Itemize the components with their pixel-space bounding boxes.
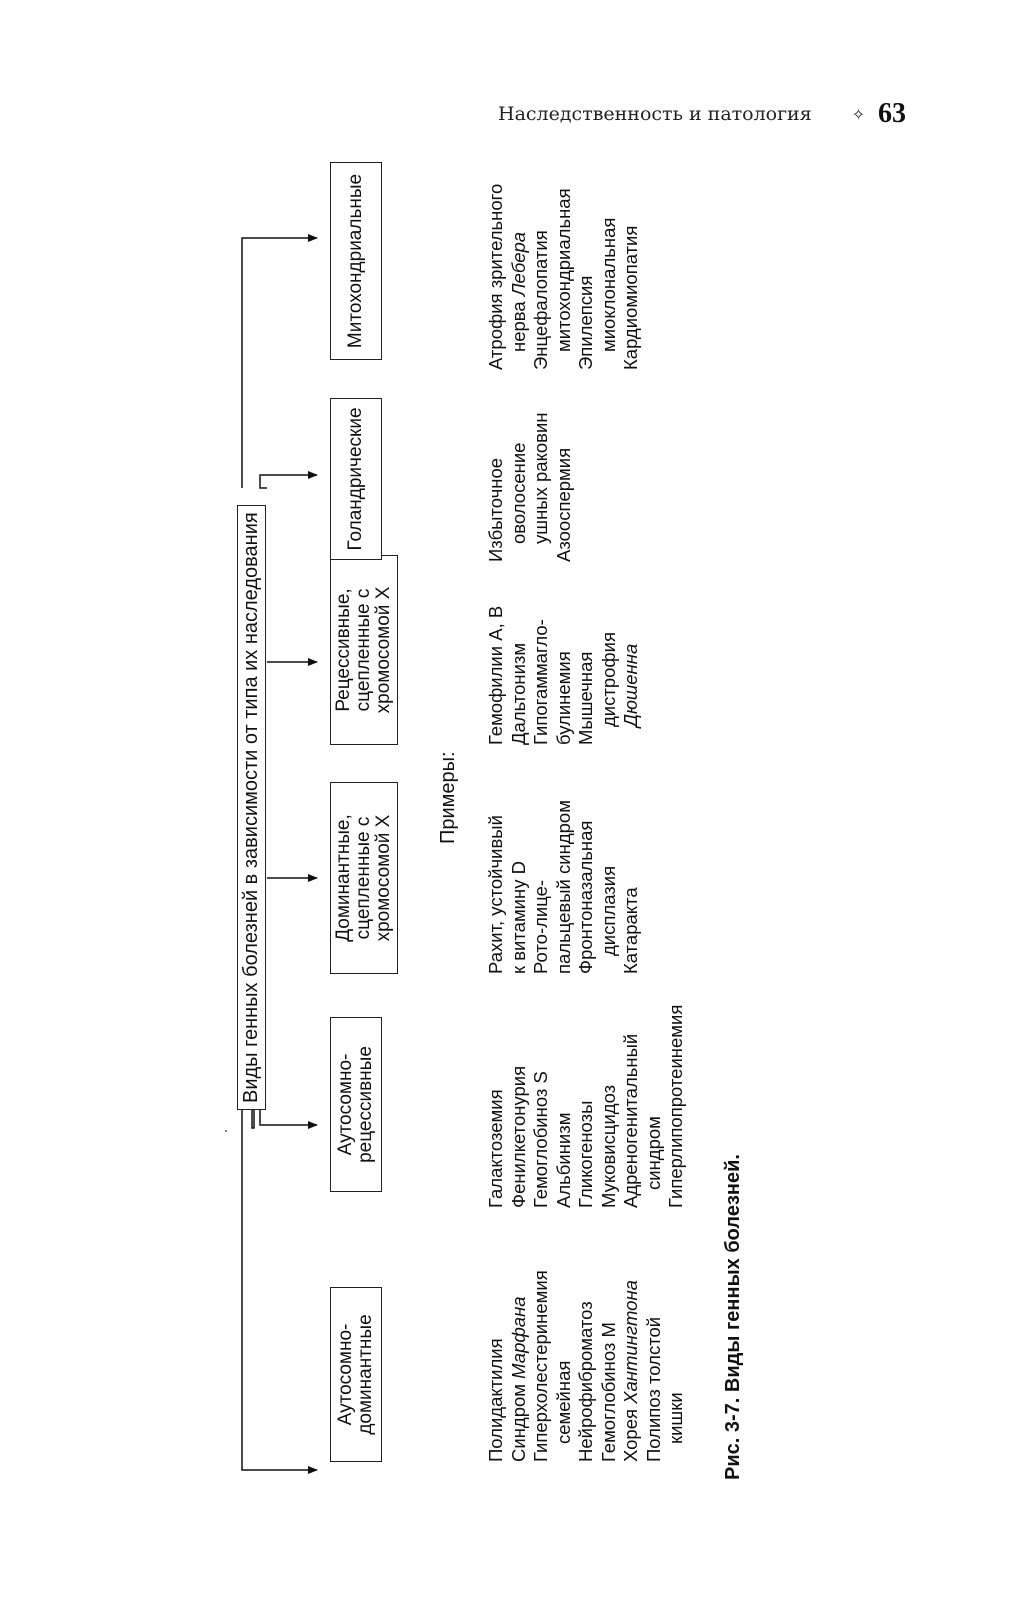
example-item: к витамину D [507, 861, 529, 974]
arrow-autosomal-dominant [242, 1110, 317, 1470]
example-item: Атрофия зрительного [485, 183, 506, 370]
examples-autosomal-dominant [485, 1270, 688, 1462]
example-item: Гликогенозы [575, 1100, 596, 1208]
examples-x-linked-recessive [485, 606, 643, 745]
example-item: Хорея Хантингтона [620, 1280, 641, 1462]
type-label: Аутосомно- доминантные [335, 1314, 376, 1435]
running-title: Наследственность и патология [498, 103, 812, 125]
example-item: Избыточное [485, 457, 506, 562]
example-item: Рахит, устойчивый [485, 815, 506, 974]
example-item: Гемоглобиноз S [530, 1071, 551, 1208]
diagram-title: Виды генных болезней в зависимости от типа их наследования [237, 505, 266, 1110]
print-speck [225, 1130, 227, 1132]
example-item: Муковисцидоз [597, 1084, 619, 1208]
arrow-mitochondrial [242, 238, 317, 488]
example-item: Синдром Марфана [507, 1296, 529, 1462]
example-item: Фенилкетонурия [507, 1065, 529, 1208]
example-item: дисплазия [597, 865, 619, 956]
type-label: Доминантные, сцепленные с хромосомой Х [333, 814, 394, 942]
example-item: Гемофилии А, В [485, 605, 506, 745]
examples-autosomal-recessive [485, 1005, 688, 1208]
example-item: Альбинизм [552, 1112, 574, 1208]
type-mitochondrial [330, 162, 382, 360]
example-item: Дальтонизм [507, 642, 529, 745]
separator-icon: ✧ [851, 105, 866, 124]
example-item: Эпилепсия [575, 275, 596, 370]
type-autosomal-recessive [330, 1017, 382, 1192]
example-item: Кардиомиопатия [620, 225, 641, 370]
page-number: 63 [878, 98, 906, 129]
examples-holandric [485, 412, 575, 562]
example-item: Дюшенна [620, 643, 641, 727]
examples-x-linked-dominant [485, 800, 643, 974]
example-item: булинемия [552, 651, 574, 745]
type-autosomal-dominant [330, 1287, 382, 1462]
example-item: синдром [642, 1116, 664, 1190]
example-item: Нейрофиброматоз [575, 1301, 596, 1462]
example-item: ушных раковин [530, 412, 551, 544]
gene-diseases-figure [232, 150, 822, 1480]
example-item: дистрофия [597, 631, 619, 727]
example-item: Энцефалопатия [530, 230, 551, 370]
example-item: кишки [665, 1392, 686, 1444]
example-item: Фронтоназальная [575, 820, 596, 974]
example-item: оволосение [507, 442, 529, 544]
arrow-autosomal-recessive [260, 1110, 317, 1125]
type-x-linked-dominant [330, 782, 398, 974]
type-label: Митохондриальные [345, 173, 366, 349]
type-label: Рецессивные, сцепленные с хромосомой Х [333, 586, 394, 714]
example-item: миоклональная [597, 217, 619, 352]
example-item: Гиперхолестеринемия [530, 1270, 551, 1462]
type-holandric [330, 398, 382, 560]
example-item: Азооспермия [552, 447, 574, 562]
type-label: Голандрические [345, 407, 366, 551]
example-item: Галактоземия [485, 1089, 506, 1208]
example-item: митохондриальная [552, 188, 574, 352]
example-item: Гиперлипопротеинемия [665, 1004, 686, 1208]
example-item: пальцевый синдром [552, 800, 574, 974]
type-x-linked-recessive [330, 555, 398, 745]
type-label: Аутосомно- рецессивные [335, 1046, 376, 1163]
running-header [498, 103, 897, 125]
examples-mitochondrial [485, 184, 643, 370]
arrow-holandric [260, 475, 317, 488]
example-item: семейная [552, 1360, 574, 1444]
figure-caption: Рис. 3-7. Виды генных болезней. [722, 1154, 744, 1480]
examples-label: Примеры: [437, 751, 459, 844]
example-item: Катаракта [620, 887, 641, 974]
example-item: Рото-лице- [530, 879, 551, 974]
example-item: Полипоз толстой [642, 1316, 664, 1462]
example-item: Гипогаммагло- [530, 619, 551, 745]
example-item: Полидактилия [485, 1338, 506, 1462]
example-item: Мышечная [575, 651, 596, 745]
example-item: Адреногенитальный [620, 1033, 641, 1208]
example-item: Гемоглобиноз М [597, 1322, 619, 1462]
example-item: нерва Лебера [507, 231, 529, 352]
